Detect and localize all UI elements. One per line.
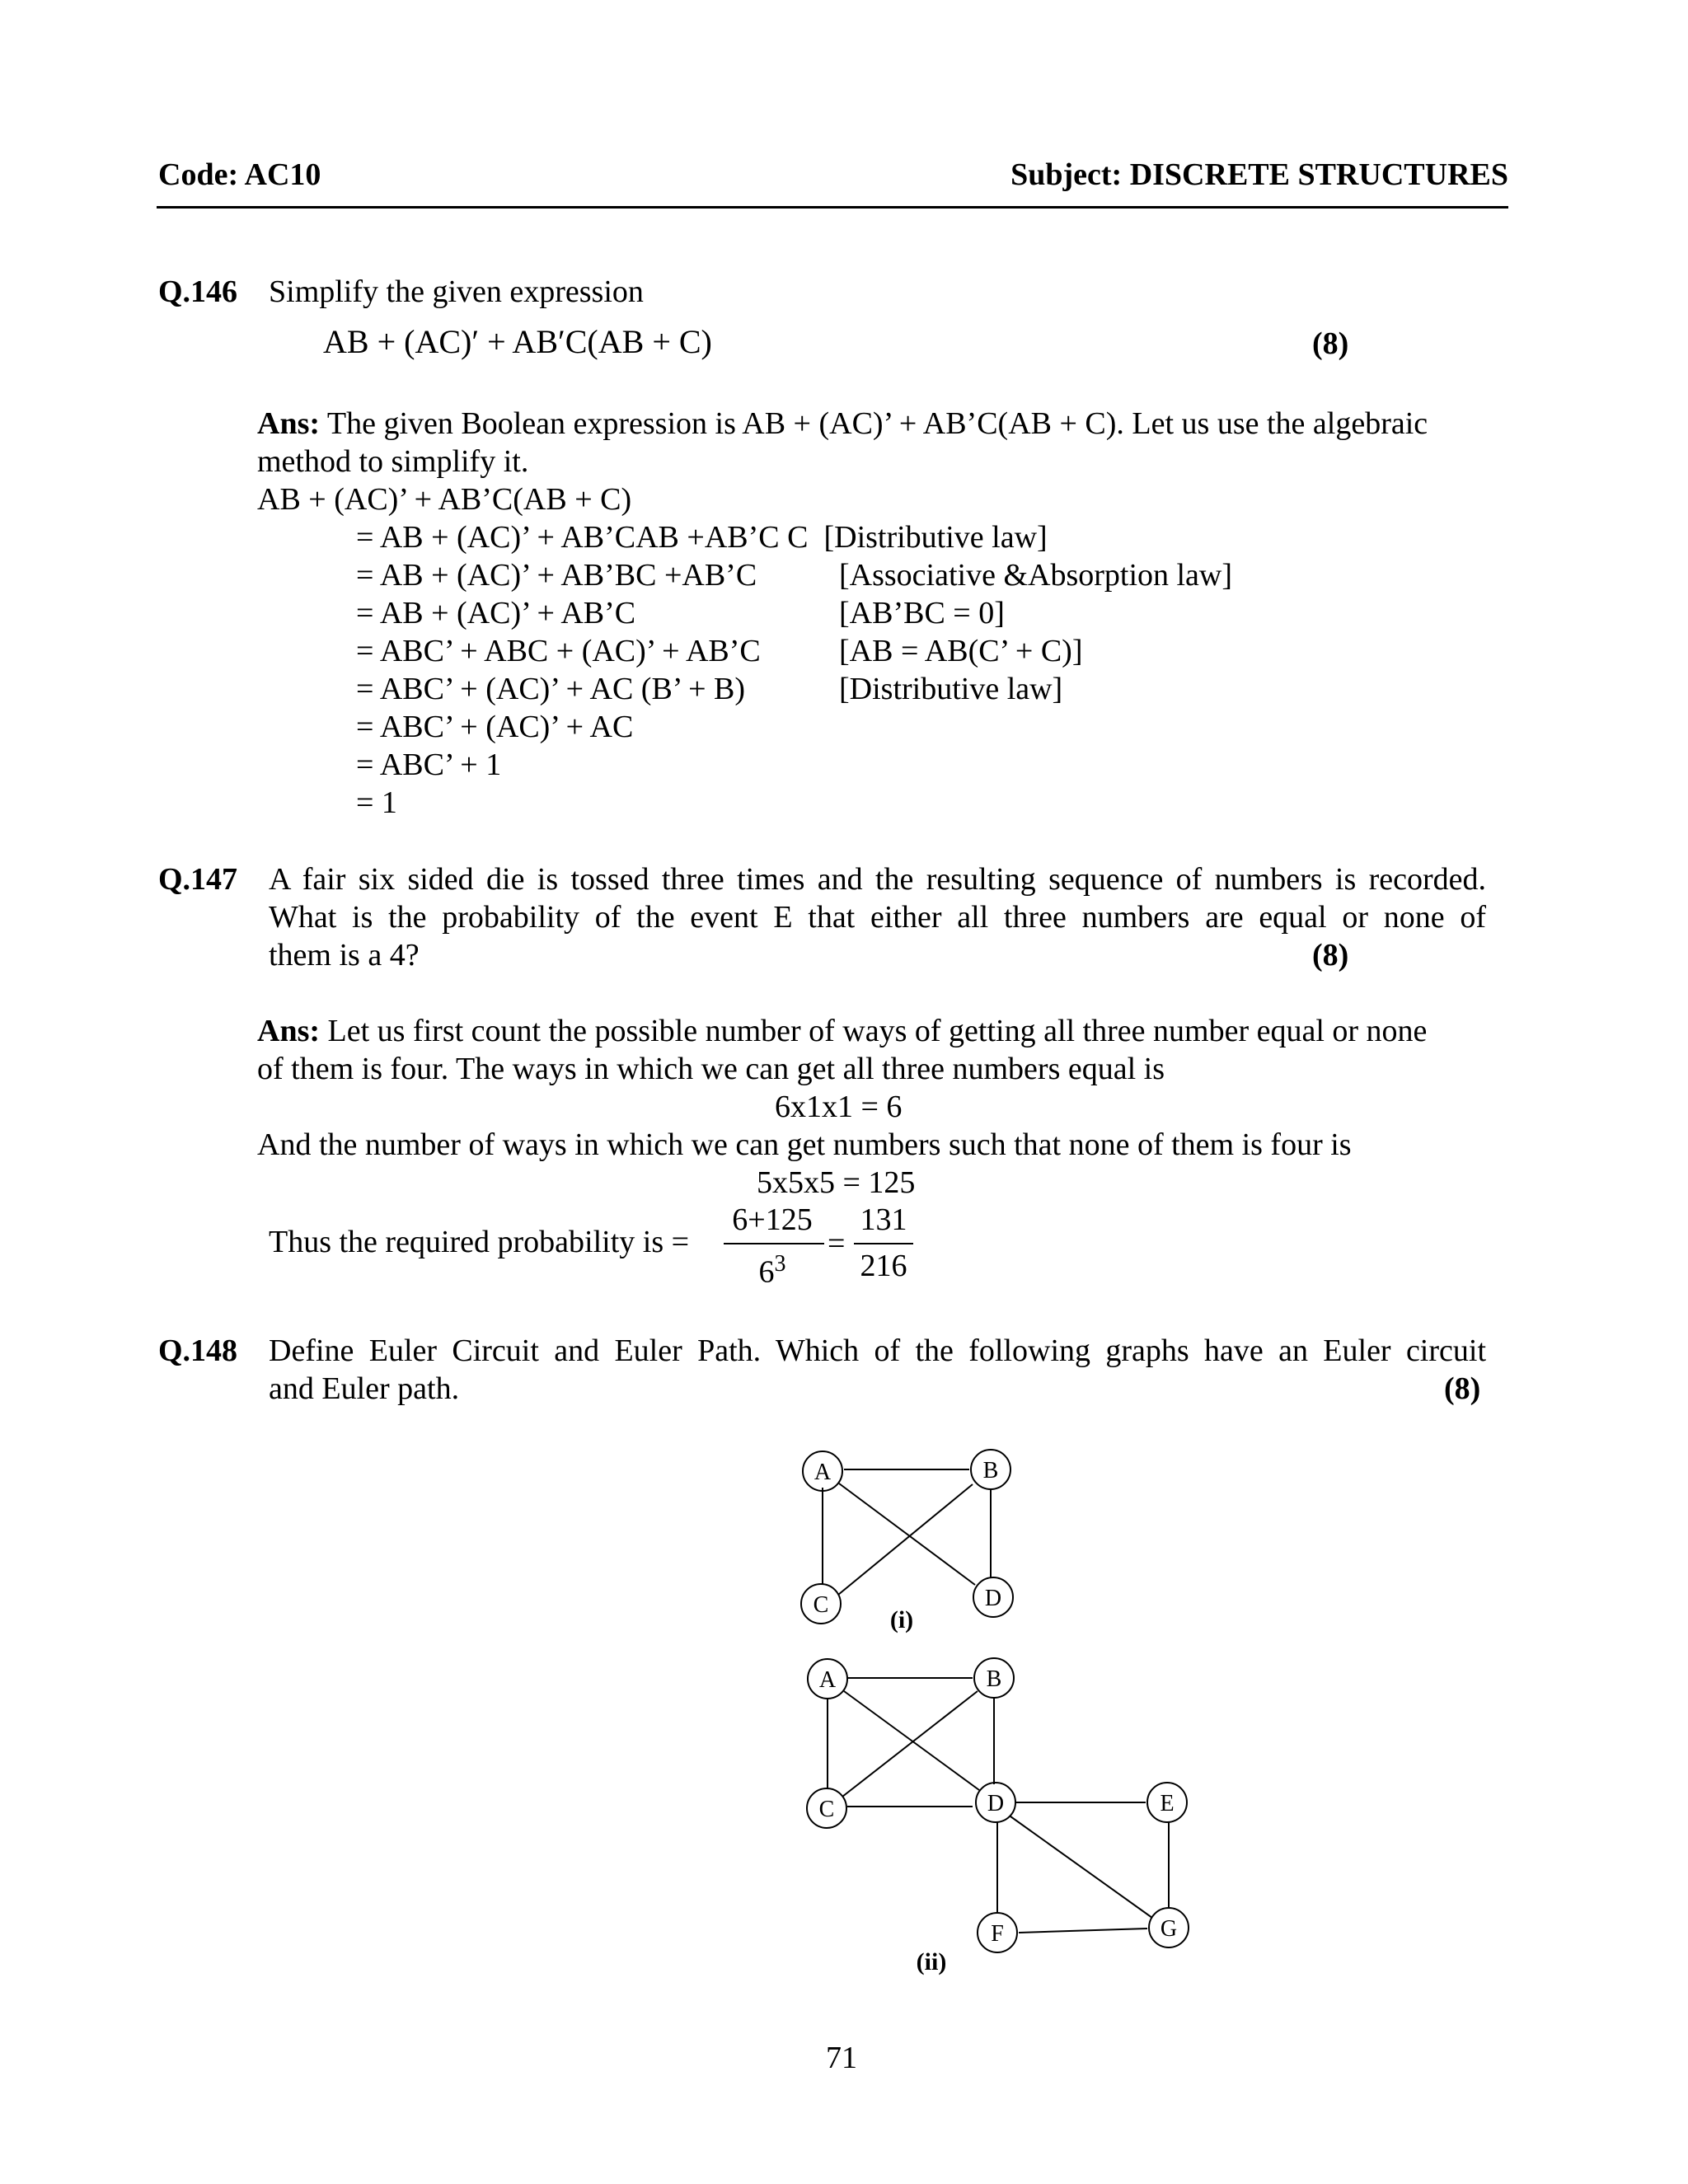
q147-answer-line1 — [257, 1012, 1427, 1050]
header-rule — [157, 206, 1508, 209]
q147-number: Q.147 — [158, 862, 238, 897]
edge-bc — [838, 1484, 973, 1595]
q146-step-8-expr: = 1 — [356, 785, 397, 820]
node-b-label: B — [986, 1666, 1002, 1692]
node-d-label: D — [984, 1586, 1002, 1611]
node-a-label: A — [814, 1460, 832, 1485]
q147-answer-line2: of them is four. The ways in which we can get all three numbers equal is — [257, 1052, 1165, 1086]
q146-step-2-reason: [Associative &Absorption law] — [839, 558, 1233, 593]
fraction2-denominator: 216 — [860, 1249, 907, 1283]
q148-line2: and Euler path. — [269, 1371, 460, 1406]
q146-step-4-expr: = ABC’ + ABC + (AC)’ + AB’C — [356, 634, 761, 668]
fraction1-numerator: 6+125 — [732, 1202, 813, 1237]
q146-answer-line1 — [257, 405, 1428, 443]
q146-step-4-reason: [AB = AB(C’ + C)] — [839, 634, 1083, 668]
fraction1-den-exp: 3 — [774, 1251, 786, 1277]
edge-fg — [1019, 1929, 1147, 1933]
q146-step-1 — [356, 518, 1048, 556]
node-e-label: E — [1160, 1791, 1175, 1816]
q146-marks: (8) — [1312, 326, 1349, 361]
q147-answer-label: Ans: — [257, 1014, 321, 1048]
q147-probability-text: Thus the required probability is = — [269, 1225, 690, 1259]
node-d-label: D — [987, 1791, 1005, 1816]
q146-step-7-expr: = ABC’ + 1 — [356, 748, 502, 782]
q146-answer-label: Ans: — [257, 406, 321, 441]
q147-marks: (8) — [1312, 938, 1349, 972]
q146-answer-line2: method to simplify it. — [257, 444, 529, 479]
q147-equation-1: 6x1x1 = 6 — [775, 1090, 903, 1124]
q146-step-2-expr: = AB + (AC)’ + AB’BC +AB’C — [356, 558, 757, 593]
q147-line1: A fair six sided die is tossed three times and the resulting sequence of numbers is recorded. — [269, 862, 1486, 897]
q146-step-3-expr: = AB + (AC)’ + AB’C — [356, 596, 636, 630]
graph-ii-label: (ii) — [916, 1948, 947, 1975]
header-code: Code: AC10 — [158, 157, 321, 192]
node-c-label: C — [813, 1592, 829, 1618]
q148-number: Q.148 — [158, 1333, 238, 1368]
fraction2-bar — [854, 1243, 913, 1244]
q148-line1: Define Euler Circuit and Euler Path. Which of the following graphs have an Euler circuit — [269, 1333, 1486, 1368]
q146-step-3-reason: [AB’BC = 0] — [839, 596, 1005, 630]
fraction2-numerator: 131 — [860, 1202, 907, 1237]
fraction1-den-base: 6 — [758, 1254, 775, 1290]
node-a-label: A — [818, 1667, 837, 1693]
q147-equals: = — [828, 1226, 846, 1261]
q146-answer-text1: The given Boolean expression is AB + (AC)’ + AB’C(AB + C). Let us use the algebraic — [326, 406, 1428, 441]
q147-answer-line3: And the number of ways in which we can get numbers such that none of them is four is — [257, 1127, 1352, 1162]
node-b-label: B — [982, 1458, 999, 1483]
q147-answer-text1: Let us first count the possible number of ways of getting all three number equal or none — [327, 1014, 1428, 1048]
step-expr: = AB + (AC)’ + AB’CAB +AB’C C — [356, 520, 809, 555]
q146-step-6-expr: = ABC’ + (AC)’ + AC — [356, 710, 634, 744]
q147-line2: What is the probability of the event E that either all three numbers are equal or none of — [269, 900, 1486, 935]
node-c-label: C — [818, 1797, 835, 1822]
q146-answer-line3: AB + (AC)’ + AB’C(AB + C) — [257, 482, 632, 517]
edge-bc — [842, 1691, 978, 1797]
fraction1-denominator — [719, 1251, 826, 1291]
q146-expression: AB + (AC)′ + AB′C(AB + C) — [323, 323, 712, 360]
q146-number: Q.146 — [158, 274, 238, 309]
step-reason: [Distributive law] — [823, 520, 1048, 555]
fraction1-bar — [724, 1243, 824, 1244]
q147-equation-2: 5x5x5 = 125 — [757, 1165, 916, 1200]
q148-marks: (8) — [1444, 1371, 1481, 1406]
graph-ii — [791, 1648, 1203, 1986]
q146-text: Simplify the given expression — [269, 274, 644, 309]
edge-dg — [1010, 1816, 1152, 1918]
graph-i — [791, 1442, 1022, 1648]
node-g-label: G — [1160, 1916, 1178, 1942]
header-subject: Subject: DISCRETE STRUCTURES — [1010, 157, 1508, 192]
q147-line3: them is a 4? — [269, 938, 420, 972]
q146-step-5-expr: = ABC’ + (AC)’ + AC (B’ + B) — [356, 672, 746, 706]
q146-step-5-reason: [Distributive law] — [839, 672, 1063, 706]
page-number: 71 — [826, 2041, 857, 2075]
graph-i-label: (i) — [889, 1606, 914, 1633]
node-f-label: F — [991, 1921, 1004, 1947]
